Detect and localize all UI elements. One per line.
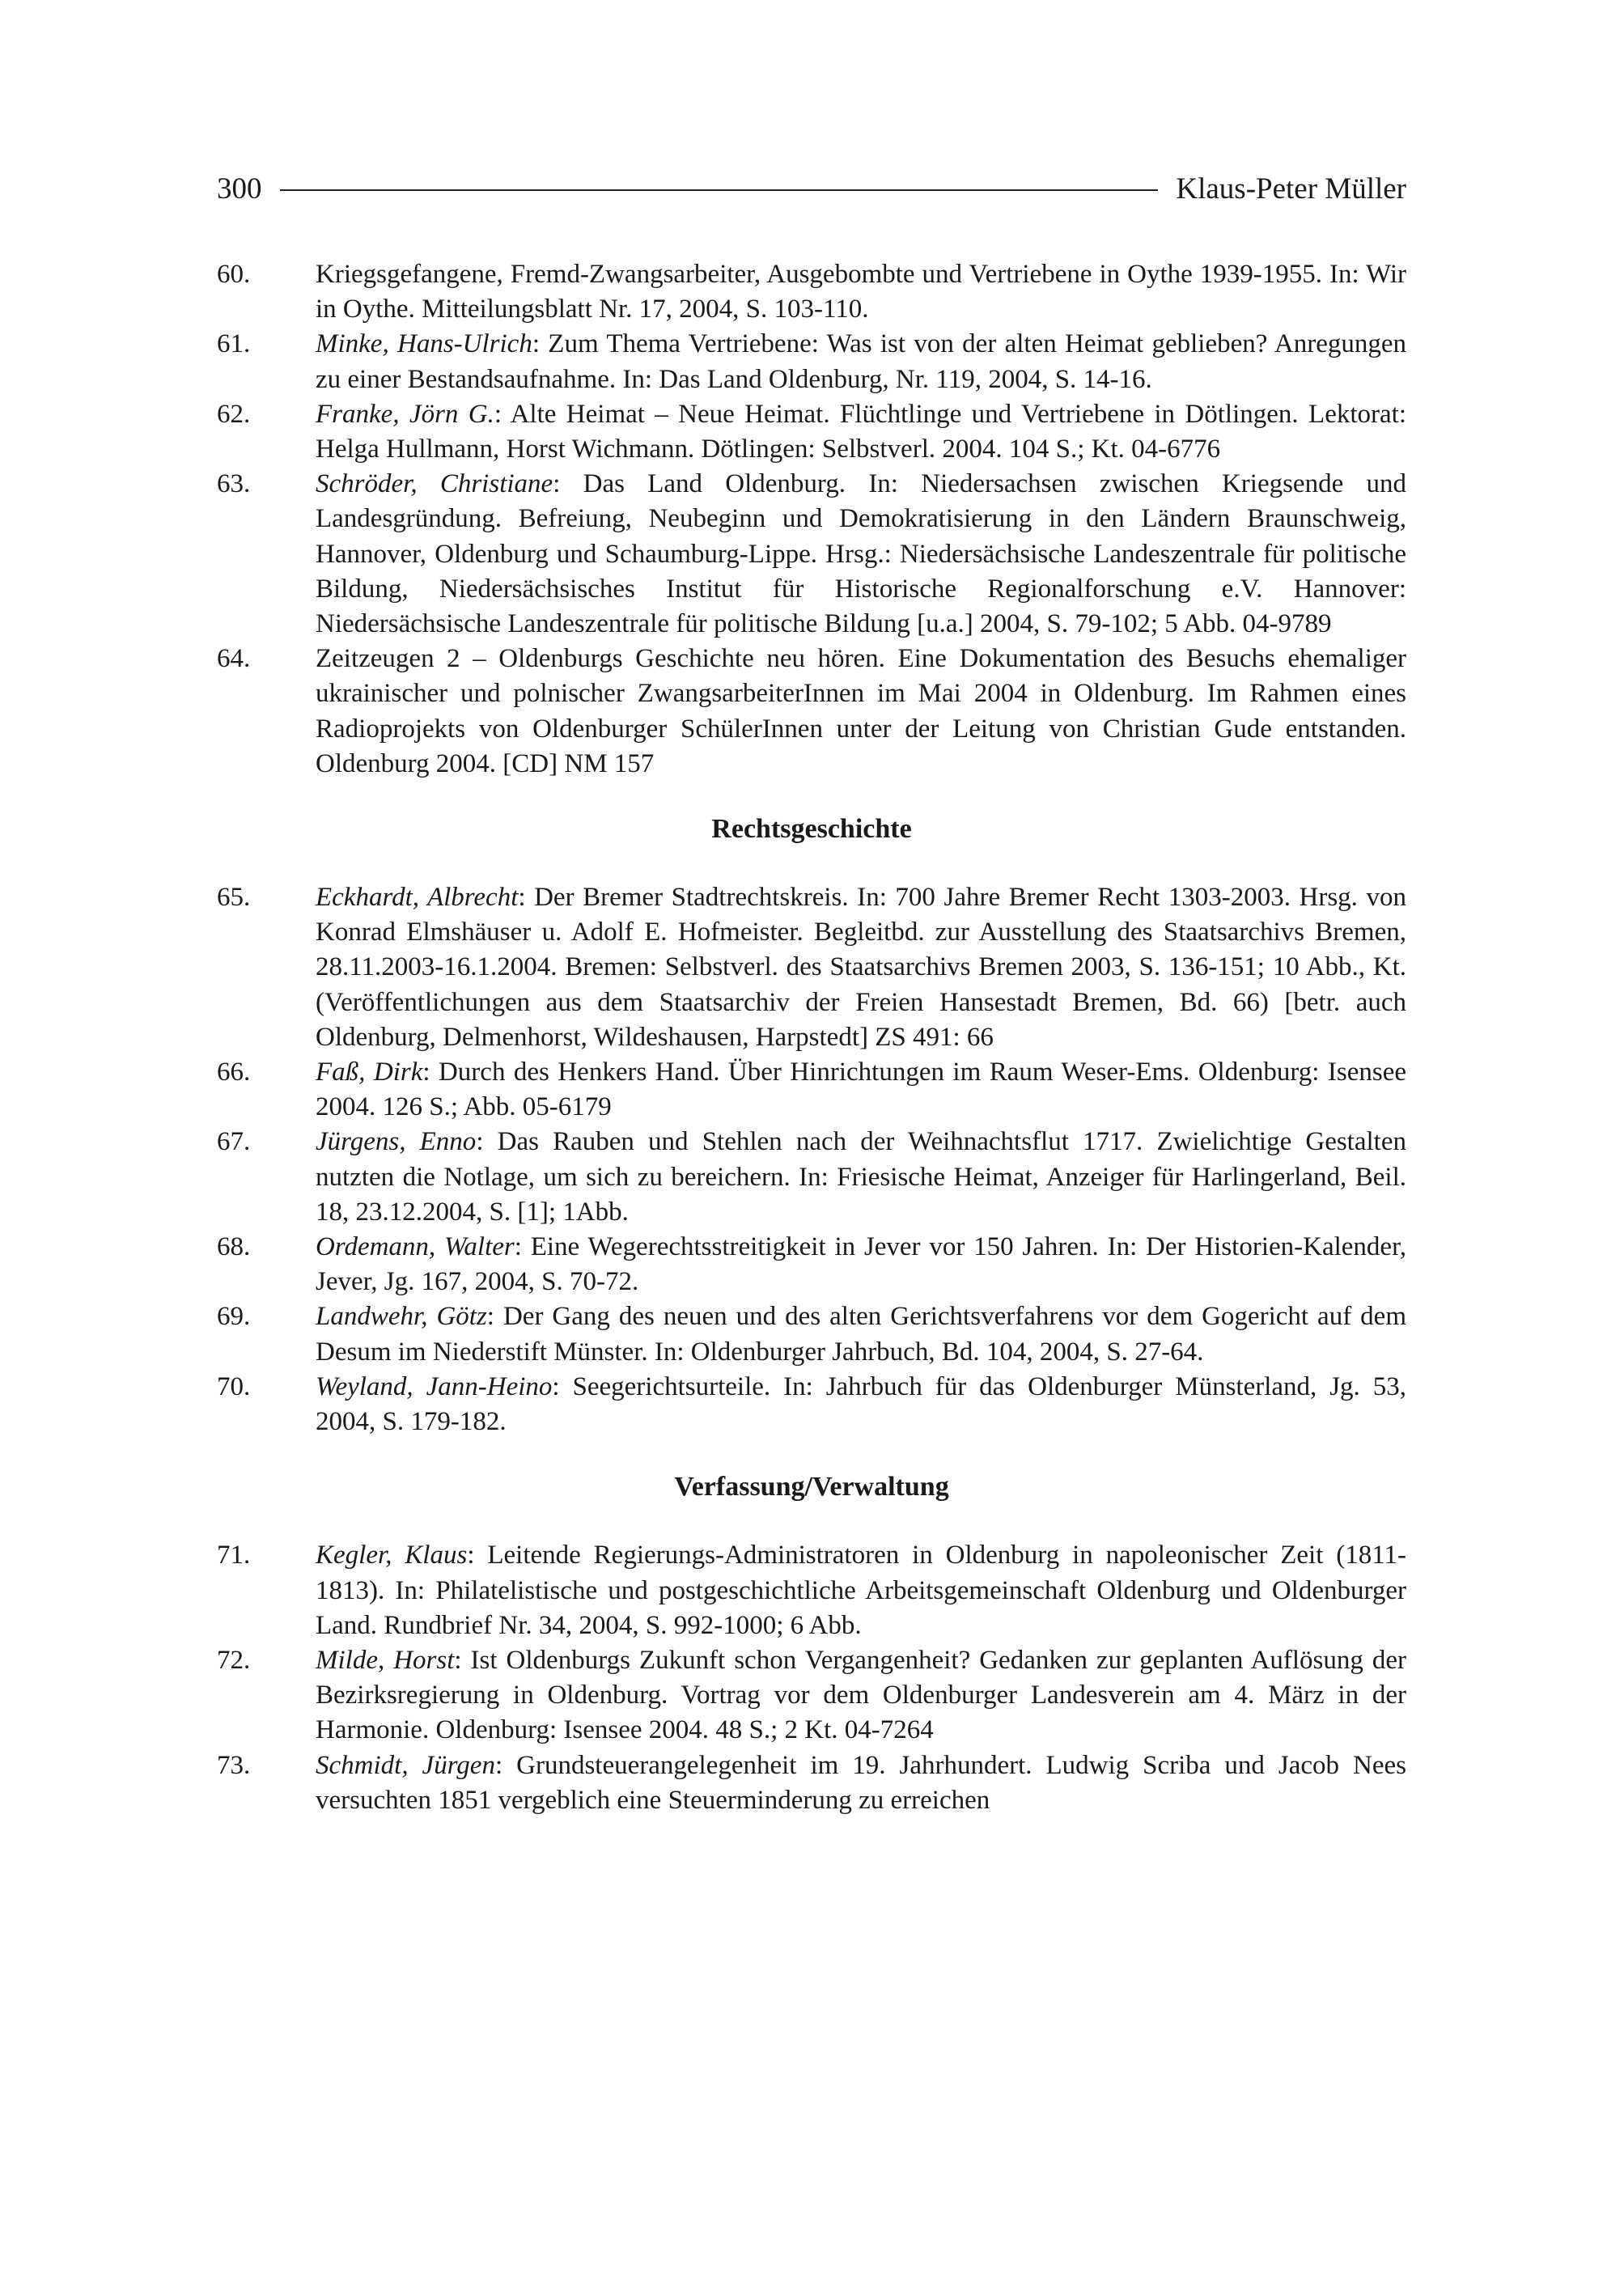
entry-citation: : Das Land Oldenburg. In: Niedersachsen zwischen Kriegsende und Landesgründung. Befreiung, Neubeginn und Demokratisierung in den Ländern Braunschweig, Hannover, Oldenburg und Schaumburg-Lippe. Hrsg.: Niedersächsische Landeszentrale für politische Bildung, Niedersächsisches Institut für Historische Regionalforschung e.V. Hannover: Niedersächsische Landeszentrale für politische Bildung [u.a.] 2004, S. 79-102; 5 Abb. 04-9789: [316, 469, 1406, 639]
entry-group-a: [217, 257, 1406, 782]
entry-number: 70.: [217, 1371, 251, 1401]
bibliography-entry: [217, 327, 1406, 396]
entry-text: [316, 257, 1406, 327]
entry-number: 61.: [217, 329, 251, 359]
entry-text: [316, 1299, 1406, 1369]
entry-author: Weyland, Jann-Heino: [316, 1371, 553, 1401]
entry-citation: : Der Bremer Stadtrechtskreis. In: 700 Jahre Bremer Recht 1303-2003. Hrsg. von Konrad Elmshäuser u. Adolf E. Hofmeister. Begleitbd. zur Ausstellung des Staatsarchivs Bremen, 28.11.2003-16.1.2004. Bremen: Selbstverl. des Staatsarchivs Bremen 2003, S. 136-151; 10 Abb., Kt. (Veröffentlichungen aus dem Staatsarchiv der Freien Hansestadt Bremen, Bd. 66) [betr. auch Oldenburg, Delmenhorst, Wildeshausen, Harpstedt] ZS 491: 66: [316, 883, 1406, 1052]
entry-number: 66.: [217, 1057, 251, 1087]
bibliography-entry: [217, 642, 1406, 782]
entry-text: [316, 397, 1406, 467]
entry-text: [316, 1748, 1406, 1818]
entry-author: Milde, Horst: [316, 1645, 455, 1675]
bibliography-content: [217, 257, 1406, 1818]
entry-text: [316, 1538, 1406, 1643]
entry-citation: : Durch des Henkers Hand. Über Hinrichtungen im Raum Weser-Ems. Oldenburg: Isensee 2004. 126 S.; Abb. 05-6179: [316, 1057, 1406, 1122]
bibliography-entry: [217, 397, 1406, 467]
entry-number: 64.: [217, 644, 251, 674]
entry-number: 71.: [217, 1541, 251, 1570]
section-heading-verfassung-verwaltung: Verfassung/Verwaltung: [674, 1472, 949, 1503]
entry-text: [316, 467, 1406, 642]
entry-text: [316, 327, 1406, 396]
bibliography-entry: [217, 1370, 1406, 1439]
entry-citation: : Grundsteuerangelegenheit im 19. Jahrhundert. Ludwig Scriba und Jacob Nees versuchten 1851 vergeblich eine Steuerminderung zu erreichen: [316, 1750, 1406, 1815]
bibliography-entry: [217, 1125, 1406, 1230]
entry-author: Jürgens, Enno: [316, 1127, 477, 1157]
bibliography-entry: [217, 1055, 1406, 1125]
spacer: [217, 846, 1406, 880]
entry-citation: : Ist Oldenburgs Zukunft schon Vergangenheit? Gedanken zur geplanten Auflösung der Bezirksregierung in Oldenburg. Vortrag vor dem Oldenburger Landesverein am 4. März in der Harmonie. Oldenburg: Isensee 2004. 48 S.; 2 Kt. 04-7264: [316, 1645, 1406, 1745]
entry-citation: : Seegerichtsurteile. In: Jahrbuch für das Oldenburger Münsterland, Jg. 53, 2004, S. 179-182.: [316, 1371, 1406, 1437]
spacer: [217, 782, 1406, 812]
entry-text: [316, 1125, 1406, 1230]
entry-author: Landwehr, Götz: [316, 1302, 487, 1332]
entry-text: [316, 880, 1406, 1055]
entry-number: 62.: [217, 399, 251, 429]
bibliography-entry: [217, 257, 1406, 327]
entry-author: Eckhardt, Albrecht: [316, 883, 519, 913]
entry-author: Kegler, Klaus: [316, 1541, 468, 1570]
entry-number: 69.: [217, 1302, 251, 1332]
entry-text: [316, 1370, 1406, 1439]
entry-number: 63.: [217, 469, 251, 499]
entry-author: Schmidt, Jürgen: [316, 1750, 495, 1780]
entry-citation: Kriegsgefangene, Fremd-Zwangsarbeiter, Ausgebombte und Vertriebene in Oythe 1939-1955. In: Wir in Oythe. Mitteilungsblatt Nr. 17, 2004, S. 103-110.: [316, 260, 1406, 324]
page-number: 300: [217, 172, 262, 206]
entry-group-c: [217, 1538, 1406, 1818]
entry-citation: : Das Rauben und Stehlen nach der Weihnachtsflut 1717. Zwielichtige Gestalten nutzten die Notlage, um sich zu bereichern. In: Friesische Heimat, Anzeiger für Harlingerland, Beil. 18, 23.12.2004, S. [1]; 1Abb.: [316, 1127, 1406, 1227]
entry-number: 73.: [217, 1750, 251, 1780]
entry-text: [316, 1055, 1406, 1125]
entry-group-b: [217, 880, 1406, 1439]
entry-text: [316, 1230, 1406, 1299]
entry-number: 67.: [217, 1127, 251, 1157]
entry-text: [316, 1643, 1406, 1748]
entry-citation: : Eine Wegerechtsstreitigkeit in Jever vor 150 Jahren. In: Der Historien-Kalender, Jever, Jg. 167, 2004, S. 70-72.: [316, 1232, 1406, 1297]
entry-number: 60.: [217, 260, 251, 289]
spacer: [217, 1504, 1406, 1538]
bibliography-entry: [217, 1538, 1406, 1643]
bibliography-entry: [217, 1643, 1406, 1748]
page-header: [217, 167, 1406, 210]
bibliography-entry: [217, 880, 1406, 1055]
entry-author: Ordemann, Walter: [316, 1232, 515, 1262]
entry-citation: : Leitende Regierungs-Administratoren in Oldenburg in napoleonischer Zeit (1811-1813). In: Philatelistische und postgeschichtliche Arbeitsgemeinschaft Oldenburg und Oldenburger Land. Rundbrief Nr. 34, 2004, S. 992-1000; 6 Abb.: [316, 1541, 1406, 1640]
entry-text: [316, 642, 1406, 782]
header-rule: [280, 189, 1159, 191]
entry-citation: : Alte Heimat – Neue Heimat. Flüchtlinge und Vertriebene in Dötlingen. Lektorat: Helga Hullmann, Horst Wichmann. Dötlingen: Selbstverl. 2004. 104 S.; Kt. 04-6776: [316, 399, 1406, 464]
entry-author: Faß, Dirk: [316, 1057, 423, 1087]
entry-citation: : Der Gang des neuen und des alten Gerichtsverfahrens vor dem Gogericht auf dem Desum im Niederstift Münster. In: Oldenburger Jahrbuch, Bd. 104, 2004, S. 27-64.: [316, 1302, 1406, 1367]
running-head: Klaus-Peter Müller: [1176, 172, 1406, 206]
entry-citation: : Zum Thema Vertriebene: Was ist von der alten Heimat geblieben? Anregungen zu einer Bestandsaufnahme. In: Das Land Oldenburg, Nr. 119, 2004, S. 14-16.: [316, 329, 1406, 394]
bibliography-entry: [217, 1299, 1406, 1369]
entry-author: Schröder, Christiane: [316, 469, 553, 499]
entry-author: Minke, Hans-Ulrich: [316, 329, 532, 359]
entry-citation: Zeitzeugen 2 – Oldenburgs Geschichte neu hören. Eine Dokumentation des Besuchs ehemaliger ukrainischer und polnischer ZwangsarbeiterInnen im Mai 2004 in Oldenburg. Im Rahmen eines Radioprojekts von Oldenburger SchülerInnen unter der Leitung von Christian Gude entstanden. Oldenburg 2004. [CD] NM 157: [316, 644, 1406, 778]
bibliography-entry: [217, 1230, 1406, 1299]
entry-number: 68.: [217, 1232, 251, 1262]
bibliography-entry: [217, 467, 1406, 642]
entry-number: 65.: [217, 883, 251, 913]
spacer: [217, 1439, 1406, 1469]
section-heading-rechtsgeschichte: Rechtsgeschichte: [711, 814, 912, 845]
bibliography-entry: [217, 1748, 1406, 1818]
entry-number: 72.: [217, 1645, 251, 1675]
entry-author: Franke, Jörn G.: [316, 399, 494, 429]
